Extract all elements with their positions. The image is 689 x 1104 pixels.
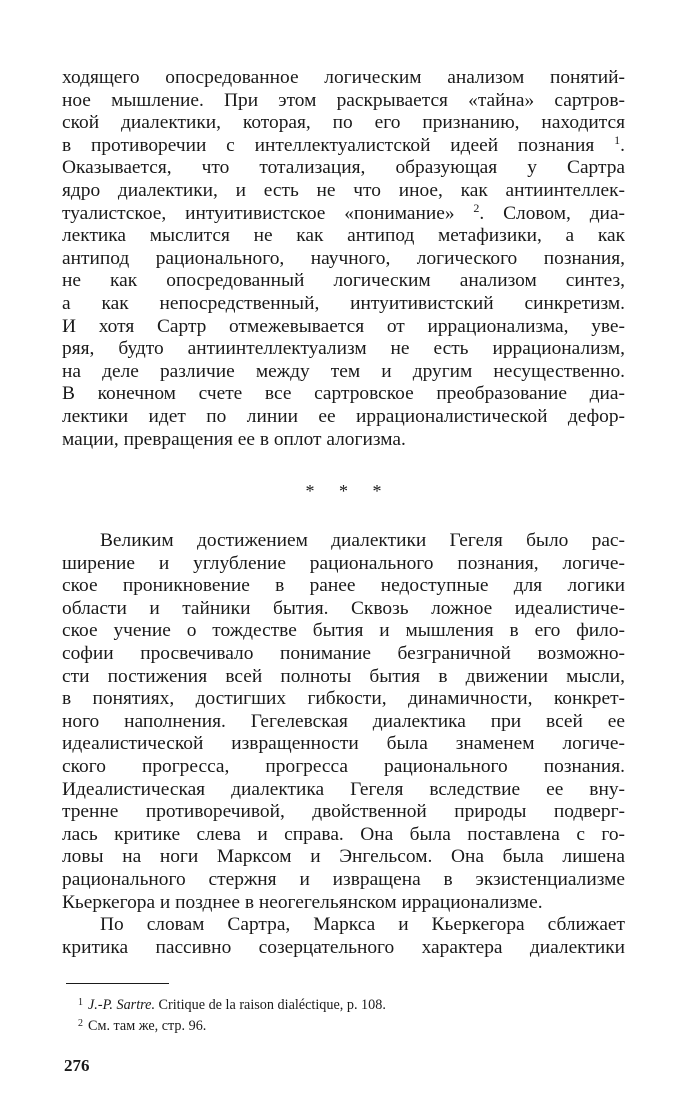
footnote-author: J.-P. Sartre.: [88, 997, 155, 1014]
text-line: ядро диалектики, и есть не что иное, как антиинтеллек-: [62, 179, 625, 201]
text-line: Оказывается, что тотализация, образующая у Сартра: [62, 157, 625, 179]
text-line: в противоречии с интеллектуалистской идеей познания $^1$.: [62, 134, 625, 156]
text-line: ширение и углубление рационального познания, логиче-: [62, 552, 625, 574]
paragraph-1: [62, 67, 625, 451]
text-line: ного наполнения. Гегелевская диалектика при всей ее: [62, 710, 625, 732]
text-line: не как опосредованный логическим анализом синтез,: [62, 270, 625, 292]
text-line-tail: . Словом, диа-: [479, 202, 625, 224]
text-line: ское проникновение в ранее недоступные для логики: [62, 575, 625, 597]
text-line: В конечном счете все сартровское преобразование диа-: [62, 383, 625, 405]
footnote-number: 1: [78, 997, 83, 1009]
text-line: антипод рационального, научного, логического познания,: [62, 247, 625, 269]
text-line: ряя, будто антиинтеллектуализм не есть иррационализм,: [62, 338, 625, 360]
text-line: лектика мыслится не как антипод метафизики, а как: [62, 225, 625, 247]
paragraph-3: [62, 914, 625, 959]
text-line: рационального стержня и извращена в экзистенциализме: [62, 869, 625, 890]
text-line: Кьеркегора и позднее в неогегельянском иррационализме.: [62, 891, 543, 913]
text-line: мации, превращения ее в оплот алогизма.: [62, 428, 406, 450]
footnote-number: 2: [78, 1017, 83, 1029]
text-line: Идеалистическая диалектика Гегеля вследствие ее вну-: [62, 778, 625, 800]
section-separator: * * *: [305, 481, 392, 502]
text-line: критика пассивно созерцательного характера диалектики: [62, 936, 625, 958]
text-line: сти постижения всей полноты бытия в движении мысли,: [62, 665, 625, 687]
text-line: на деле различие между тем и другим несущественно.: [62, 360, 625, 382]
text-line: [62, 203, 625, 226]
text-line: И хотя Сартр отмежевывается от иррационализма, уве-: [62, 315, 625, 337]
text-line: тренне противоречивой, двойственной природы подверг-: [62, 801, 625, 823]
paragraph-2: [62, 530, 625, 914]
footnote-text: См. там же, стр. 96.: [88, 1017, 207, 1034]
text-line: ского прогресса, прогресса рационального познания.: [62, 756, 625, 778]
text-line: идеалистической извращенности была знаменем логиче-: [62, 733, 625, 755]
text-line: ное мышление. При этом раскрывается «тайна» сартров-: [62, 89, 625, 111]
text-line: а как непосредственный, интуитивистский синкретизм.: [62, 292, 625, 314]
text-line: софии просвечивало понимание безграничной возможно-: [62, 643, 625, 665]
text-line-content: туалистское, интуитивистское «понимание»: [62, 202, 455, 224]
footnote-divider: [66, 983, 169, 984]
footnote-ref-2: 2: [473, 202, 480, 215]
text-line: лектики идет по линии ее иррационалистической дефор-: [62, 405, 625, 427]
text-line: ходящего опосредованное логическим анализом понятий-: [62, 67, 625, 88]
footnote-2: [62, 1015, 625, 1036]
text-line: ской диалектики, которая, по его признанию, находится: [62, 112, 625, 134]
footnote-text: Critique de la raison dialéctique, p. 108.: [158, 997, 386, 1014]
text-line: ловы на ноги Марксом и Энгельсом. Она была лишена: [62, 846, 625, 868]
footnote-ref-1: 1: [614, 134, 621, 147]
text-line: Великим достижением диалектики Гегеля было рас-: [100, 530, 625, 552]
text-line: ское учение о тождестве бытия и мышления в его фило-: [62, 620, 625, 642]
footnote-1: [62, 994, 625, 1015]
text-line: области и тайники бытия. Сквозь ложное идеалистиче-: [62, 597, 625, 619]
page-number: 276: [64, 1055, 90, 1075]
book-page: [62, 67, 625, 1076]
text-line: лась критике слева и справа. Она была поставлена с го-: [62, 823, 625, 845]
text-line: в понятиях, достигших гибкости, динамичности, конкрет-: [62, 688, 625, 710]
text-line-content: в противоречии с интеллектуалистской идеей познания: [62, 134, 595, 156]
text-line: По словам Сартра, Маркса и Кьеркегора сближает: [100, 914, 625, 936]
